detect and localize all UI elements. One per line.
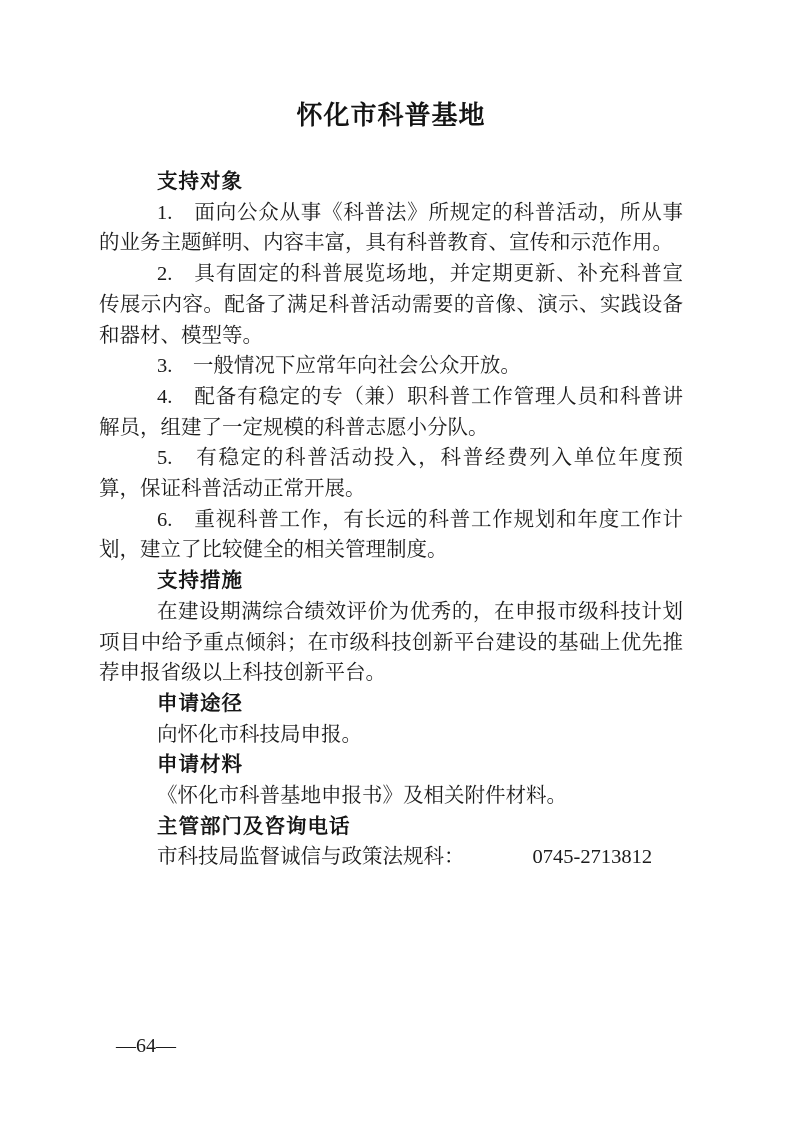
page-title: 怀化市科普基地 — [296, 101, 486, 130]
section-support-measures — [99, 566, 683, 689]
section-application-materials — [99, 750, 683, 811]
section-application-route — [99, 689, 683, 750]
paragraph-item-4: 4. 配备有稳定的专（兼）职科普工作管理人员和科普讲解员，组建了一定规模的科普志愿小分队。 — [99, 385, 683, 439]
paragraph-application-route: 向怀化市科技局申报。 — [157, 723, 362, 746]
section-contact — [99, 812, 683, 873]
section-heading-application-materials: 申请材料 — [157, 753, 243, 777]
contact-department: 市科技局监督诚信与政策法规科： — [157, 846, 465, 869]
paragraph-item-2: 2. 具有固定的科普展览场地，并定期更新、补充科普宣传展示内容。配备了满足科普活动需要的音像、演示、实践设备和器材、模型等。 — [99, 263, 683, 347]
paragraph-item-6: 6. 重视科普工作，有长远的科普工作规划和年度工作计划，建立了比较健全的相关管理制度。 — [99, 508, 683, 562]
contact-phone-number: 0745-2713812 — [532, 846, 653, 869]
paragraph-item-1: 1. 面向公众从事《科普法》所规定的科普活动，所从事的业务主题鲜明、内容丰富，具有科普教育、宣传和示范作用。 — [99, 201, 683, 255]
paragraph-application-materials: 《怀化市科普基地申报书》及相关附件材料。 — [157, 785, 567, 808]
section-heading-support-targets: 支持对象 — [157, 170, 243, 193]
paragraph-support-measures: 在建设期满综合绩效评价为优秀的，在申报市级科技计划项目中给予重点倾斜；在市级科技创新平台建设的基础上优先推荐申报省级以上科技创新平台。 — [99, 600, 683, 685]
paragraph-item-3: 3. 一般情况下应常年向社会公众开放。 — [157, 355, 521, 378]
paragraph-item-5: 5. 有稳定的科普活动投入，科普经费列入单位年度预算，保证科普活动正常开展。 — [99, 447, 683, 501]
document-content — [99, 100, 683, 873]
section-heading-application-route: 申请途径 — [157, 691, 243, 715]
section-support-targets — [99, 167, 683, 566]
section-heading-support-measures: 支持措施 — [157, 569, 243, 593]
contact-line — [99, 842, 683, 873]
page-number: —64— — [116, 1035, 176, 1057]
section-heading-contact: 主管部门及咨询电话 — [157, 814, 351, 838]
